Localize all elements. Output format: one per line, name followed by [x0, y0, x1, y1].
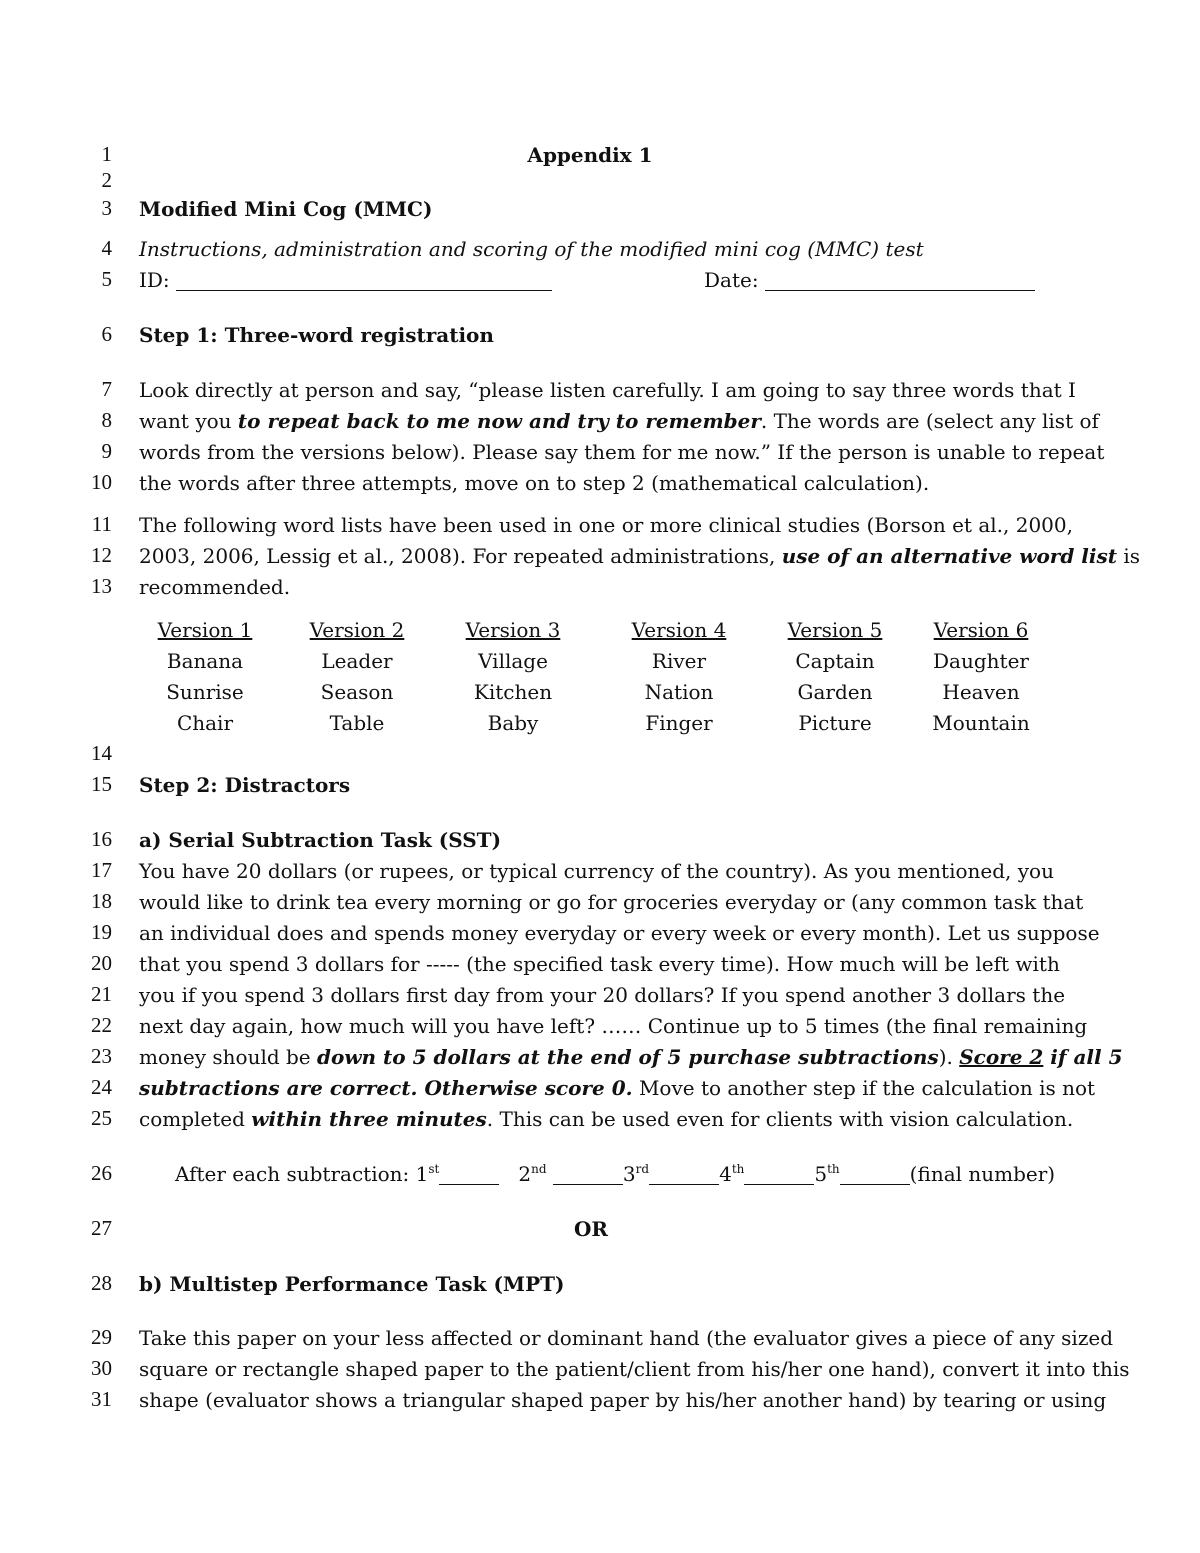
- paragraph-line: square or rectangle shaped paper to the patient/client from his/her one hand), convert it into this: [139, 1357, 1130, 1381]
- emphasis-text: to repeat back to me now and try to remember: [237, 409, 761, 433]
- answer-blank-1[interactable]: [439, 1164, 499, 1185]
- superscript: st: [428, 1162, 440, 1176]
- score-emphasis: Score 2: [959, 1045, 1044, 1069]
- line-number: 8: [101, 408, 112, 432]
- text-run: 5: [814, 1162, 828, 1186]
- line-number: 14: [91, 741, 112, 765]
- date-line: [704, 268, 1034, 292]
- word-cell: Banana: [166, 649, 244, 673]
- or-separator: OR: [573, 1217, 609, 1241]
- id-field[interactable]: [176, 270, 552, 291]
- paragraph-line: Take this paper on your less affected or dominant hand (the evaluator gives a piece of any sized: [139, 1326, 1114, 1350]
- subtraction-answer-line: [175, 1162, 1056, 1186]
- version-column: [139, 615, 271, 739]
- answer-blank-5[interactable]: [840, 1164, 910, 1185]
- line-number: 25: [91, 1106, 112, 1130]
- step1-heading: Step 1: Three-word registration: [139, 323, 494, 347]
- word-cell: Chair: [176, 711, 234, 735]
- emphasis-text: within three minutes: [251, 1107, 487, 1131]
- word-cell: Daughter: [933, 649, 1029, 673]
- line-number: 13: [91, 574, 112, 598]
- word-cell: Nation: [644, 680, 714, 704]
- paragraph-line: recommended.: [139, 575, 291, 599]
- answer-blank-3[interactable]: [649, 1164, 719, 1185]
- version-column: [613, 615, 745, 739]
- superscript: nd: [531, 1162, 547, 1176]
- date-label: Date:: [704, 268, 759, 292]
- word-cell: Captain: [795, 649, 875, 673]
- line-number: 30: [91, 1356, 112, 1380]
- paragraph-line: [139, 1107, 1074, 1131]
- line-number: 7: [101, 377, 112, 401]
- superscript: th: [827, 1162, 840, 1176]
- id-label: ID:: [139, 268, 170, 292]
- line-number: 16: [91, 827, 112, 851]
- step2-heading: Step 2: Distractors: [139, 773, 351, 797]
- version-column: [291, 615, 423, 739]
- paragraph-line: [139, 409, 1099, 433]
- answer-blank-4[interactable]: [744, 1164, 814, 1185]
- line-number: 4: [101, 236, 112, 260]
- version-column: [447, 615, 579, 739]
- paragraph-line: [139, 1076, 1096, 1100]
- line-number: 20: [91, 951, 112, 975]
- version-header: Version 6: [933, 618, 1029, 642]
- line-number: 23: [91, 1044, 112, 1068]
- text-run: (final number): [909, 1162, 1056, 1186]
- line-number: 12: [91, 543, 112, 567]
- text-run: 3: [622, 1162, 636, 1186]
- paragraph-line: an individual does and spends money everyday or every week or every month). Let us suppose: [139, 921, 1100, 945]
- text-run: . The words are (select any list of: [760, 409, 1099, 433]
- line-number: 11: [91, 512, 112, 536]
- word-cell: Sunrise: [166, 680, 244, 704]
- superscript: th: [731, 1162, 745, 1176]
- line-number: 19: [91, 920, 112, 944]
- document-heading: Modified Mini Cog (MMC): [139, 197, 433, 221]
- emphasis-text: use of an alternative word list: [781, 544, 1117, 568]
- line-number: 18: [91, 889, 112, 913]
- line-number: 29: [91, 1325, 112, 1349]
- emphasis-text: subtractions are correct. Otherwise score 0.: [139, 1076, 633, 1100]
- paragraph-line: the words after three attempts, move on to step 2 (mathematical calculation).: [139, 471, 930, 495]
- text-run: completed: [139, 1107, 252, 1131]
- superscript: rd: [635, 1162, 650, 1176]
- mpt-heading: b) Multistep Performance Task (MPT): [139, 1272, 565, 1296]
- line-number: 5: [101, 267, 112, 291]
- line-number: 24: [91, 1075, 112, 1099]
- version-header: Version 1: [157, 618, 253, 642]
- paragraph-line: shape (evaluator shows a triangular shaped paper by his/her another hand) by tearing or using: [139, 1388, 1107, 1412]
- version-header: Version 4: [631, 618, 727, 642]
- paragraph-line: words from the versions below). Please say them for me now.” If the person is unable to repeat: [139, 440, 1105, 464]
- line-number: 9: [101, 439, 112, 463]
- line-number: 6: [101, 322, 112, 346]
- word-cell: Season: [320, 680, 394, 704]
- line-number: 26: [91, 1161, 112, 1185]
- paragraph-line: that you spend 3 dollars for ----- (the specified task every time). How much will be left with: [139, 952, 1060, 976]
- version-header: Version 5: [787, 618, 883, 642]
- answer-blank-2[interactable]: [553, 1164, 623, 1185]
- text-run: ).: [938, 1045, 960, 1069]
- text-run: is: [1116, 544, 1141, 568]
- text-run: 2: [518, 1162, 532, 1186]
- text-run: want you: [139, 409, 238, 433]
- line-number: 10: [91, 470, 112, 494]
- date-field[interactable]: [765, 270, 1035, 291]
- paragraph-line: You have 20 dollars (or rupees, or typical currency of the country). As you mentioned, you: [139, 859, 1054, 883]
- version-column: [769, 615, 901, 739]
- line-number: 1: [101, 142, 112, 166]
- word-cell: Kitchen: [473, 680, 553, 704]
- line-number: 21: [91, 982, 112, 1006]
- word-cell: Garden: [797, 680, 873, 704]
- paragraph-line: would like to drink tea every morning or go for groceries everyday or (any common task that: [139, 890, 1084, 914]
- line-number: 17: [91, 858, 112, 882]
- text-run: After each subtraction: 1: [175, 1162, 429, 1186]
- word-cell: Baby: [487, 711, 539, 735]
- word-cell: River: [651, 649, 707, 673]
- text-run: Move to another step if the calculation is not: [632, 1076, 1096, 1100]
- sst-heading: a) Serial Subtraction Task (SST): [139, 828, 502, 852]
- text-run: 4: [719, 1162, 732, 1186]
- line-number: 15: [91, 772, 112, 796]
- line-number: 31: [91, 1387, 112, 1411]
- paragraph-line: [139, 1045, 1123, 1069]
- emphasis-text: down to 5 dollars at the end of 5 purchase subtractions: [317, 1045, 939, 1069]
- text-run: 2003, 2006, Lessig et al., 2008). For repeated administrations,: [139, 544, 782, 568]
- emphasis-text: if all 5: [1043, 1045, 1123, 1069]
- line-number: 28: [91, 1271, 112, 1295]
- version-column: [915, 615, 1047, 739]
- text-run: money should be: [139, 1045, 317, 1069]
- version-header: Version 2: [309, 618, 405, 642]
- paragraph-line: Look directly at person and say, “please listen carefully. I am going to say three words that I: [139, 378, 1076, 402]
- paragraph-line: The following word lists have been used in one or more clinical studies (Borson et al., 2000,: [139, 513, 1073, 537]
- line-number: 22: [91, 1013, 112, 1037]
- page-title: Appendix 1: [527, 143, 653, 167]
- word-cell: Picture: [798, 711, 872, 735]
- paragraph-line: [139, 544, 1141, 568]
- paragraph-line: next day again, how much will you have left? …… Continue up to 5 times (the final remaining: [139, 1014, 1088, 1038]
- word-cell: Table: [329, 711, 385, 735]
- word-cell: Finger: [645, 711, 713, 735]
- text-run: . This can be used even for clients with vision calculation.: [486, 1107, 1074, 1131]
- paragraph-line: you if you spend 3 dollars first day from your 20 dollars? If you spend another 3 dollars the: [139, 983, 1066, 1007]
- word-cell: Leader: [321, 649, 393, 673]
- word-cell: Village: [478, 649, 548, 673]
- version-header: Version 3: [465, 618, 561, 642]
- word-cell: Mountain: [932, 711, 1030, 735]
- line-number: 27: [91, 1216, 112, 1240]
- line-number: 2: [101, 168, 112, 192]
- line-number: 3: [101, 196, 112, 220]
- instructions-text: Instructions, administration and scoring of the modified mini cog (MMC) test: [139, 237, 924, 261]
- word-cell: Heaven: [942, 680, 1020, 704]
